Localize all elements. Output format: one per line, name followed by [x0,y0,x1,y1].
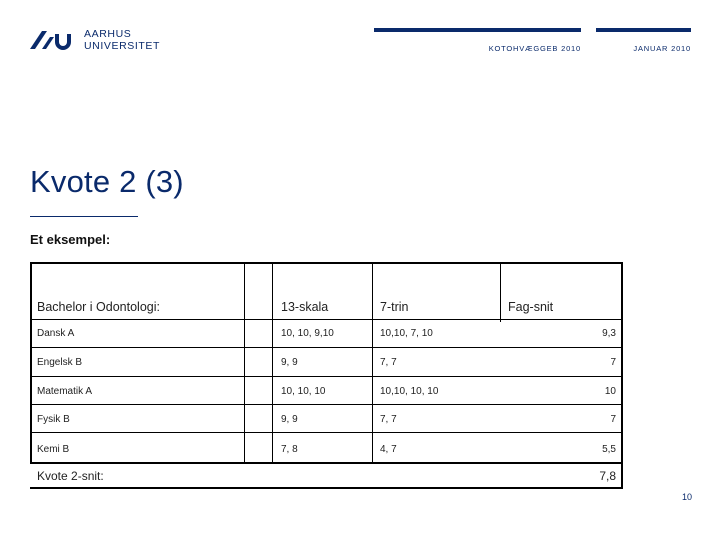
table-row-subject: Fysik B [37,414,70,425]
row-sep-3 [30,404,623,405]
table-border-top [30,262,623,264]
footer-value: 7,8 [599,469,616,483]
grades-table [30,262,623,489]
table-row-7-scale: 10,10, 10, 10 [380,386,439,397]
row-sep-1 [30,347,623,348]
header-right-text: JANUAR 2010 [633,44,691,53]
footer-label: Kvote 2-snit: [37,469,104,483]
header-left-text: KOTOHVÆGGEB 2010 [488,44,581,53]
slide-subtitle: Et eksempel: [30,232,111,247]
table-row-7-scale: 4, 7 [380,444,397,455]
table-row-subject: Dansk A [37,328,75,339]
table-row-avg: 5,5 [602,444,616,455]
row-sep-4 [30,432,623,433]
table-row-7-scale: 10,10, 7, 10 [380,328,433,339]
logo-line-2: UNIVERSITET [84,40,161,52]
aarhus-university-logo [28,28,160,52]
slide-title: Kvote 2 (3) [30,164,184,199]
table-border-bottom [30,487,623,489]
table-row-7-scale: 7, 7 [380,357,397,368]
title-underline [30,216,138,217]
table-border-left [30,262,32,464]
table-row-13-scale: 9, 9 [281,357,298,368]
table-row-avg: 7 [610,414,616,425]
col-sep-4 [500,262,501,322]
logo-line-1: AARHUS [84,28,132,40]
page-number: 10 [682,492,693,502]
header-program: Bachelor i Odontologi: [37,300,160,314]
header-bar-right [596,28,691,32]
au-logo-icon [28,29,76,51]
header-13-scale: 13-skala [281,300,329,314]
table-row-13-scale: 7, 8 [281,444,298,455]
table-row-avg: 7 [610,357,616,368]
header-subject-avg: Fag-snit [508,300,554,314]
table-row-avg: 9,3 [602,328,616,339]
header-7-scale: 7-trin [380,300,409,314]
table-divider-footer [30,462,623,464]
table-row-13-scale: 10, 10, 10 [281,386,326,397]
table-row-subject: Engelsk B [37,357,83,368]
row-sep-header [30,319,623,320]
table-row-subject: Matematik A [37,386,93,397]
table-row-13-scale: 10, 10, 9,10 [281,328,334,339]
table-row-13-scale: 9, 9 [281,414,298,425]
header-bar-left [374,28,581,32]
row-sep-2 [30,376,623,377]
table-row-avg: 10 [604,386,616,397]
table-row-subject: Kemi B [37,444,70,455]
table-row-7-scale: 7, 7 [380,414,397,425]
